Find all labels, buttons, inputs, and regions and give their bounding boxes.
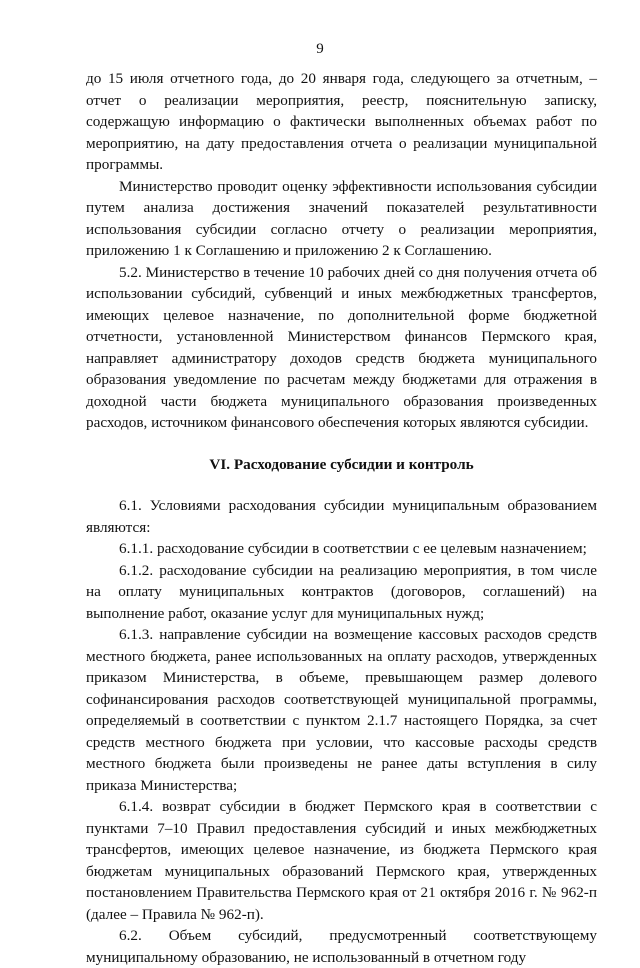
paragraph-5-2: 5.2. Министерство в течение 10 рабочих дней со дня получения отчета об использовании субсидий, субвенций и иных межбюджетных трансфертов, имеющих целевое назначение, по дополнительной форме бюджетной отчетности, установленной Министерством финансов Пермского края, направляет администратору доходов средств бюджета муниципального образования уведомление по расчетам между бюджетами для отражения в доходной части бюджета муниципального образования произведенных расходов, источником финансового обеспечения которых являются субсидии. [86, 263, 597, 431]
paragraph-report-deadlines: до 15 июля отчетного года, до 20 января года, следующего за отчетным, – отчет о реализации мероприятия, реестр, пояснительную записку, содержащую информацию о фактически выполненных объемах работ по мероприятию, на дату предоставления отчета о реализации муниципальной программы. [86, 70, 597, 173]
paragraph-6-1-3: 6.1.3. направление субсидии на возмещение кассовых расходов средств местного бюджета, ранее использованных на оплату расходов, утвержденных приказом Министерства, в объеме, превышающем размер долевого софинансирования расходов соответствующей муниципальной программы, определяемый в соответствии с пунктом 2.1.7 настоящего Порядка, за счет средств местного бюджета при условии, что кассовые расходы средств местного бюджета были произведены не ранее даты вступления в силу приказа Министерства; [86, 626, 597, 794]
paragraph-6-1: 6.1. Условиями расходования субсидии муниципальным образованием являются: [86, 497, 597, 536]
paragraph-6-1-4: 6.1.4. возврат субсидии в бюджет Пермского края в соответствии с пунктами 7–10 Правил предоставления субсидий и иных межбюджетных трансфертов, имеющих целевое назначение, из бюджета Пермского края бюджетам муниципальных образований Пермского края, утвержденных постановлением Правительства Пермского края от 21 октября 2016 г. № 962-п (далее – Правила № 962-п). [86, 798, 597, 923]
page-number: 9 [316, 41, 324, 57]
paragraph-6-1-1: 6.1.1. расходование субсидии в соответствии с ее целевым назначением; [119, 540, 587, 557]
document-body [86, 68, 597, 968]
section-heading: VI. Расходование субсидии и контроль [209, 455, 474, 473]
paragraph-6-1-2: 6.1.2. расходование субсидии на реализацию мероприятия, в том числе на оплату муниципальных контрактов (договоров, соглашений) на выполнение работ, оказание услуг для муниципальных нужд; [86, 561, 597, 622]
paragraph-6-2: 6.2. Объем субсидий, предусмотренный соответствующему муниципальному образованию, не использованный в отчетном году [86, 927, 597, 966]
paragraph-efficiency-assessment: Министерство проводит оценку эффективности использования субсидии путем анализа достижения значений показателей результативности использования субсидии согласно отчету о реализации мероприятия, приложению 1 к Соглашению и приложению 2 к Соглашению. [86, 177, 597, 259]
